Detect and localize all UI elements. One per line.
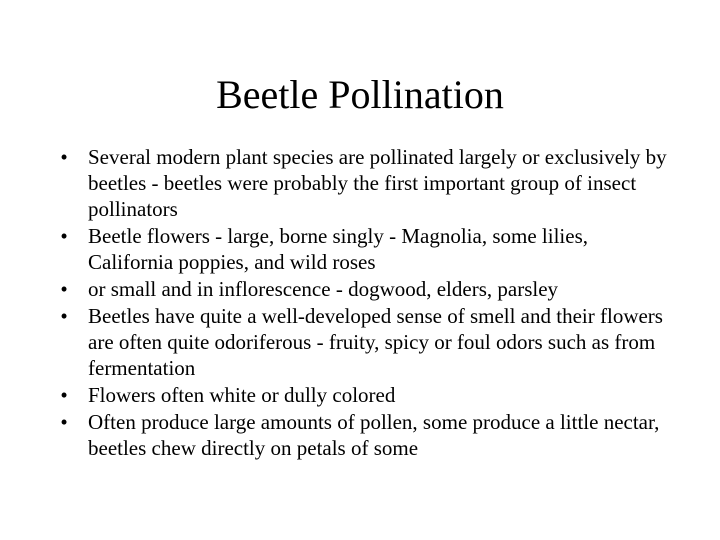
bullet-text: Flowers often white or dully colored: [88, 383, 396, 407]
bullet-item: [54, 144, 674, 222]
bullet-item: [54, 276, 674, 302]
bullet-text: or small and in inflorescence - dogwood, elders, parsley: [88, 277, 559, 301]
bullet-marker: •: [60, 224, 68, 248]
bullet-item: [54, 303, 674, 381]
bullet-text: Beetle flowers - large, borne singly - Magnolia, some lilies, California poppies, and wild roses: [88, 224, 588, 274]
bullet-item: [54, 223, 674, 275]
bullet-text: Beetles have quite a well-developed sense of smell and their flowers are often quite odoriferous - fruity, spicy or foul odors such as from fermentation: [88, 304, 663, 380]
bullet-marker: •: [60, 410, 68, 434]
bullet-marker: •: [60, 383, 68, 407]
slide-title: Beetle Pollination: [216, 72, 504, 117]
bullet-item: [54, 382, 674, 408]
bullet-marker: •: [60, 145, 68, 169]
bullet-text: Several modern plant species are pollinated largely or exclusively by beetles - beetles were probably the first important group of insect pollinators: [88, 145, 667, 221]
bullet-list: [54, 144, 674, 462]
bullet-marker: •: [60, 277, 68, 301]
bullet-item: [54, 409, 674, 461]
bullet-marker: •: [60, 304, 68, 328]
bullet-text: Often produce large amounts of pollen, some produce a little nectar, beetles chew directly on petals of some: [88, 410, 660, 460]
